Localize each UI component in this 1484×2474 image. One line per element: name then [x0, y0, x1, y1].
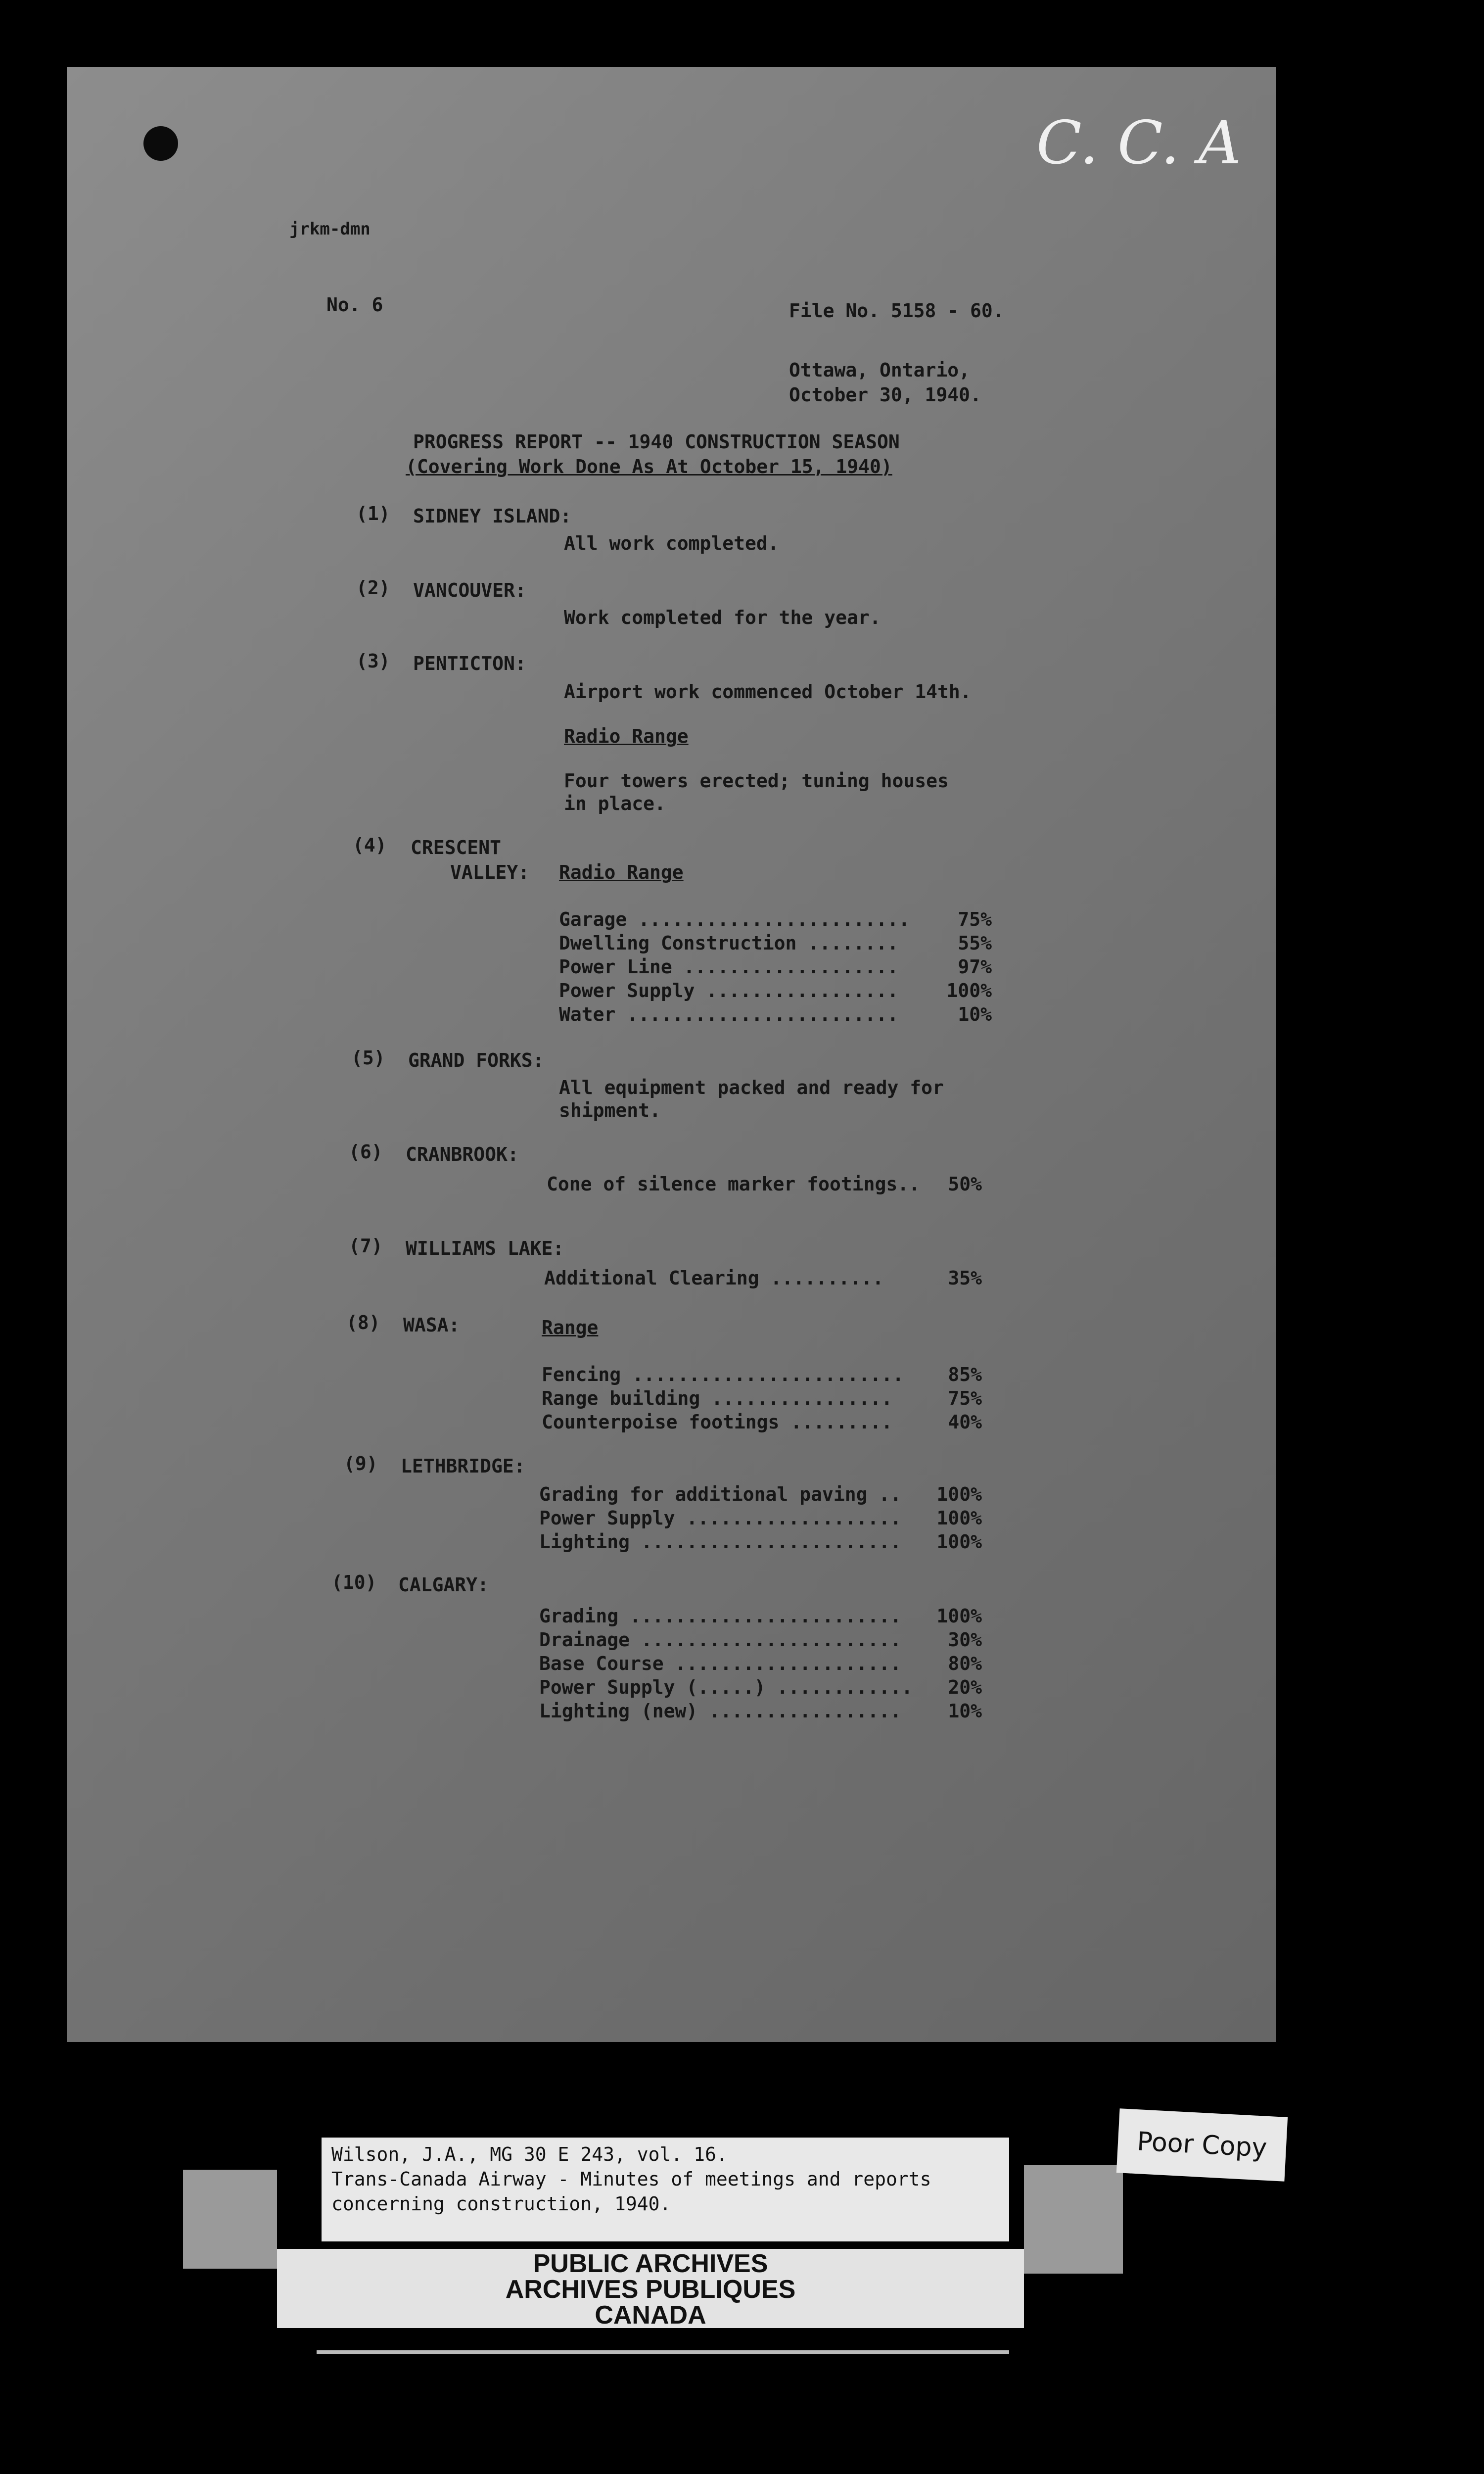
site-name: PENTICTON:	[413, 653, 526, 674]
document-page	[67, 67, 1276, 2042]
handwritten-mark: C. C. A	[1036, 109, 1242, 178]
item-label: Lighting (new) .................	[539, 1700, 902, 1722]
stamp-line: CANADA	[595, 2301, 706, 2330]
archive-label	[322, 2138, 1009, 2241]
place: Ottawa, Ontario,	[789, 359, 971, 381]
label-line: concerning construction, 1940.	[331, 2193, 671, 2215]
site-number: (2)	[356, 577, 390, 599]
item-percent: 75%	[958, 908, 992, 930]
site-name: WASA:	[403, 1314, 460, 1336]
item-percent: 80%	[948, 1653, 982, 1674]
item-percent: 50%	[948, 1173, 982, 1195]
item-percent: 10%	[948, 1700, 982, 1722]
item-label: Counterpoise footings .........	[542, 1411, 893, 1433]
site-name: SIDNEY ISLAND:	[413, 505, 572, 527]
item-label: Range building ................	[542, 1387, 893, 1409]
site-line: All equipment packed and ready for	[559, 1077, 944, 1098]
item-percent: 100%	[936, 1605, 982, 1627]
item-percent: 10%	[958, 1003, 992, 1025]
item-label: Water ........................	[559, 1003, 899, 1025]
item-percent: 100%	[936, 1531, 982, 1553]
stamp-line: ARCHIVES PUBLIQUES	[505, 2275, 796, 2304]
item-percent: 100%	[946, 980, 992, 1001]
item-label: Power Supply (.....) ............	[539, 1676, 913, 1698]
stamp-edge	[183, 2170, 277, 2269]
item-label: Power Line ...................	[559, 956, 899, 978]
sub-heading: Radio Range	[559, 861, 684, 883]
stamp-panel	[277, 2249, 1024, 2328]
item-label: Grading for additional paving ..	[539, 1483, 902, 1505]
item-percent: 55%	[958, 932, 992, 954]
site-line: Airport work commenced October 14th.	[564, 681, 972, 703]
site-number: (4)	[353, 834, 387, 856]
site-name: CALGARY:	[398, 1574, 489, 1596]
site-line: Four towers erected; tuning houses	[564, 770, 949, 792]
item-label: Lighting .......................	[539, 1531, 902, 1553]
site-name: CRANBROOK:	[406, 1143, 519, 1165]
date: October 30, 1940.	[789, 384, 981, 406]
label-line: Trans-Canada Airway - Minutes of meetings and reports	[331, 2168, 931, 2190]
site-number: (9)	[344, 1453, 378, 1475]
item-percent: 100%	[936, 1507, 982, 1529]
site-number: (6)	[349, 1141, 383, 1163]
item-percent: 75%	[948, 1387, 982, 1409]
doc-number: No. 6	[326, 294, 383, 316]
site-line: Work completed for the year.	[564, 607, 881, 628]
item-label: Garage ........................	[559, 908, 910, 930]
site-number: (10)	[331, 1571, 377, 1593]
item-label: Additional Clearing ..........	[544, 1267, 884, 1289]
item-percent: 40%	[948, 1411, 982, 1433]
site-number: (8)	[346, 1312, 380, 1333]
item-percent: 100%	[936, 1483, 982, 1505]
site-name: WILLIAMS LAKE:	[406, 1237, 564, 1259]
site-number: (3)	[356, 650, 390, 672]
site-line: shipment.	[559, 1099, 661, 1121]
item-label: Drainage .......................	[539, 1629, 902, 1651]
label-line: Wilson, J.A., MG 30 E 243, vol. 16.	[331, 2143, 728, 2165]
poor-copy-note: Poor Copy	[1116, 2108, 1288, 2182]
punch-hole	[143, 126, 178, 161]
site-number: (5)	[351, 1047, 385, 1069]
site-number: (7)	[349, 1235, 383, 1257]
file-number: File No. 5158 - 60.	[789, 300, 1004, 322]
typist-initials: jrkm-dmn	[289, 219, 371, 239]
report-title: PROGRESS REPORT -- 1940 CONSTRUCTION SEASON	[413, 431, 900, 453]
item-label: Fencing ........................	[542, 1364, 904, 1385]
site-line: All work completed.	[564, 532, 779, 554]
item-percent: 35%	[948, 1267, 982, 1289]
item-percent: 20%	[948, 1676, 982, 1698]
site-name: LETHBRIDGE:	[401, 1455, 525, 1477]
sub-heading: Range	[542, 1317, 599, 1338]
site-name: VALLEY:	[450, 861, 530, 883]
sub-heading: Radio Range	[564, 725, 689, 747]
site-name: CRESCENT	[411, 837, 502, 858]
site-name: GRAND FORKS:	[408, 1049, 544, 1071]
item-label: Dwelling Construction ........	[559, 932, 899, 954]
site-name: VANCOUVER:	[413, 579, 526, 601]
item-label: Base Course ....................	[539, 1653, 902, 1674]
bottom-rule	[317, 2350, 1009, 2354]
item-percent: 30%	[948, 1629, 982, 1651]
site-number: (1)	[356, 503, 390, 524]
item-label: Power Supply .................	[559, 980, 899, 1001]
item-percent: 97%	[958, 956, 992, 978]
stamp-edge	[1024, 2165, 1123, 2274]
report-subtitle: (Covering Work Done As At October 15, 1940)	[406, 456, 892, 477]
item-label: Power Supply ...................	[539, 1507, 902, 1529]
item-label: Grading ........................	[539, 1605, 902, 1627]
item-label: Cone of silence marker footings..	[547, 1173, 920, 1195]
item-percent: 85%	[948, 1364, 982, 1385]
stamp-line: PUBLIC ARCHIVES	[533, 2249, 768, 2278]
site-line: in place.	[564, 793, 666, 814]
